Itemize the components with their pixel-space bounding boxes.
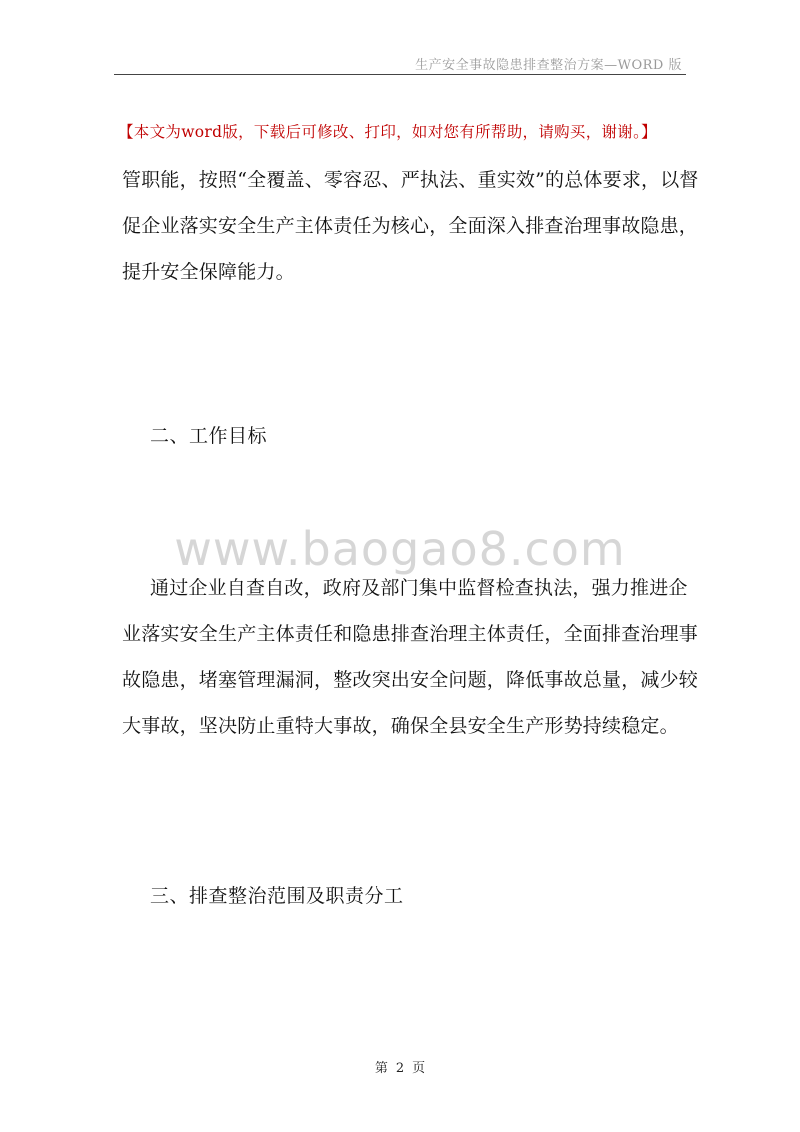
- running-header-title: 生产安全事故隐患排查整治方案—WORD 版: [415, 58, 682, 73]
- page-suffix: 页: [412, 1061, 426, 1076]
- section-heading-goals: 二、工作目标: [150, 425, 268, 447]
- paragraph-line: 提升安全保障能力。: [122, 261, 295, 283]
- body-paragraph-1: [122, 157, 699, 295]
- paragraph-line: 故隐患，堵塞管理漏洞，整改突出安全问题，降低事故总量，减少较: [122, 669, 699, 691]
- paragraph-line: 大事故，坚决防止重特大事故，确保全县安全生产形势持续稳定。: [122, 715, 679, 737]
- header-divider: [114, 74, 686, 75]
- paragraph-line: 管职能，按照“全覆盖、零容忍、严执法、重实效”的总体要求，以督: [122, 169, 699, 191]
- purchase-notice: 【本文为word版，下载后可修改、打印，如对您有所帮助，请购买，谢谢。】: [118, 123, 657, 141]
- page-number: 2: [395, 1061, 405, 1076]
- section-heading-scope: 三、排查整治范围及职责分工: [150, 885, 404, 907]
- body-paragraph-2: [122, 565, 699, 749]
- watermark: www.baogao8.com: [174, 522, 626, 576]
- paragraph-line: 业落实安全生产主体责任和隐患排查治理主体责任，全面排查治理事: [122, 623, 699, 645]
- paragraph-line: 促企业落实安全生产主体责任为核心，全面深入排查治理事故隐患，: [122, 215, 699, 237]
- page-footer: [0, 1057, 800, 1076]
- paragraph-line: 通过企业自查自改，政府及部门集中监督检查执法，强力推进企: [150, 577, 688, 599]
- page-prefix: 第: [374, 1061, 388, 1076]
